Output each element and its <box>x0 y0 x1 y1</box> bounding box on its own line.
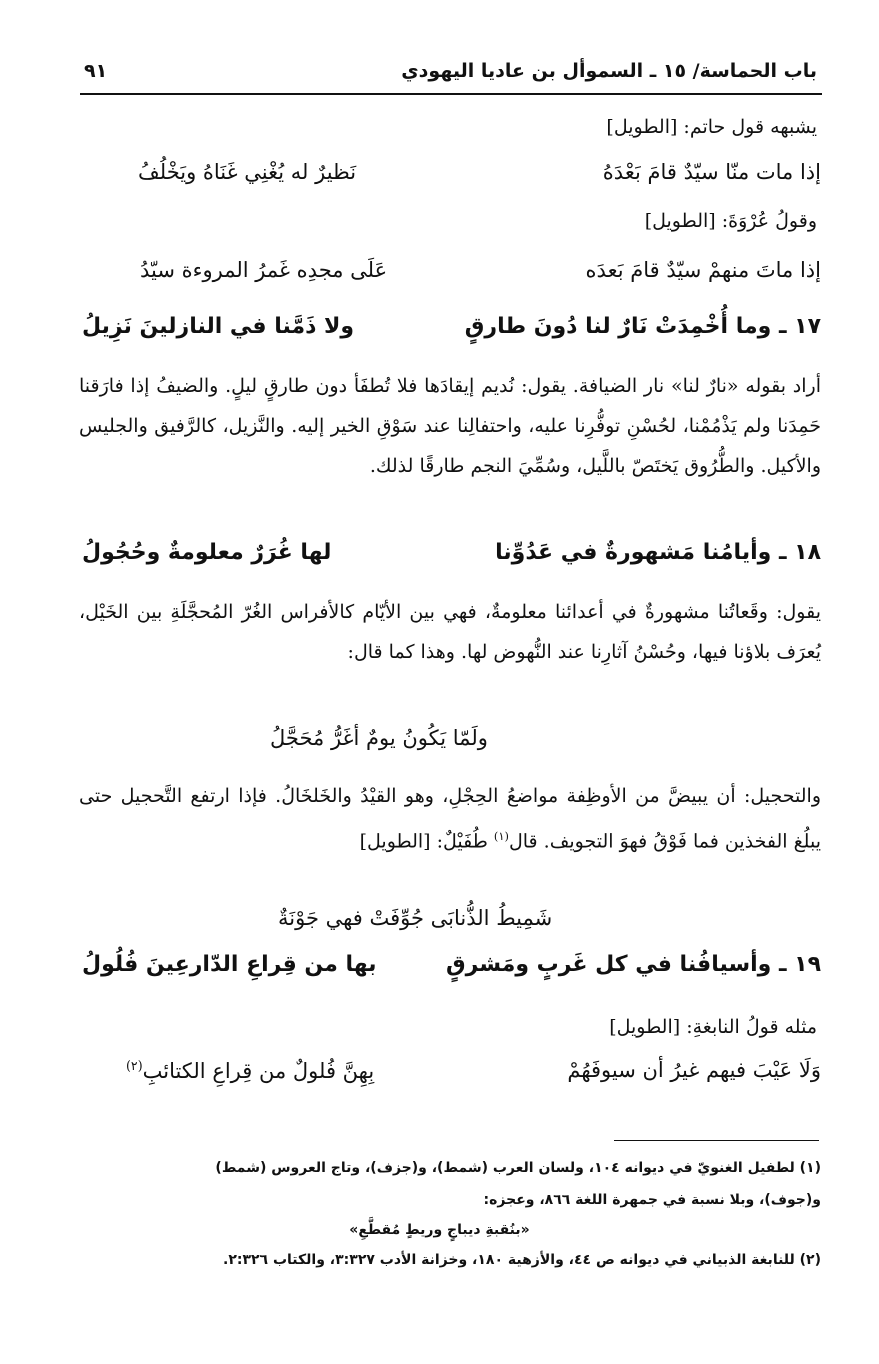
intro-urwa: وقولُ عُرْوَةَ: [الطويل] <box>644 210 817 232</box>
commentary-tahjil-poet: طُفَيْلٌ: [الطويل] <box>359 830 494 853</box>
intro-hatim: يشبهه قول حاتم: [الطويل] <box>606 116 817 138</box>
page-number: ٩١ <box>84 60 108 82</box>
verse-17-first-hemistich: ١٧ ـ وما أُخْمِدَتْ نَارٌ لنا دُونَ طارقٍ <box>464 314 821 339</box>
footnote-ref-2[interactable]: (٢) <box>126 1058 143 1073</box>
quoted-hemistich-2: شَمِيطُ الذُّنابَى جُوِّفَتْ فهي جَوْنَةٌ <box>278 906 553 930</box>
footnote-1-line-2: و(جوف)، وبلا نسبة في جمهرة اللغة ٨٦٦، وعجزه: <box>483 1192 821 1208</box>
verse-nabigha-second-hemistich <box>126 1058 374 1083</box>
running-header-title: باب الحماسة/ ١٥ ـ السموأل بن عاديا اليهودي <box>401 60 817 82</box>
commentary-17: أراد بقوله «نارٌ لنا» نار الضيافة. يقول: نُديم إيقادَها فلا تُطفَأ دون طارقٍ ليلٍ. والضيفُ إذا فارَقنا حَمِدَنا ولم يَذْمُمْنا، لحُسْنِ توفُّرِنا عليه، واحتفالِنا عند سَوْقِ الخير إليه. والنَّزيل، كالرَّفيق والجليس والأكيل. والطُّرُوق يَختَصّ باللَّيل، وسُمِّيَ النجم طارقًا لذلك. <box>79 375 821 477</box>
verse-18-second-hemistich: لها غُرَرٌ معلومةٌ وحُجُولُ <box>82 540 332 565</box>
verse-hatim-second-hemistich: نَظيرٌ له يُغْنِي غَنَاهُ ويَخْلُفُ <box>138 160 357 184</box>
verse-urwa-first-hemistich: إذا ماتَ منهمْ سيّدٌ قامَ بَعدَه <box>585 258 821 282</box>
footnote-ref-1[interactable]: (١) <box>493 829 509 843</box>
verse-19-second-hemistich: بها من قِراعِ الدّارعِينَ فُلُولُ <box>82 952 377 977</box>
verse-18-first-hemistich: ١٨ ـ وأيامُنا مَشهورةٌ في عَدُوِّنا <box>495 540 821 565</box>
footnote-1-line-1: (١) لطفيل الغنويّ في ديوانه ١٠٤، ولسان العرب (شمط)، و(جزف)، وتاج العروس (شمط) <box>215 1160 821 1176</box>
footnote-1-hemistich: «بنُقبةِ ديباجٍ وريطٍ مُقطَّعِ» <box>349 1222 530 1238</box>
verse-urwa-second-hemistich: عَلَى مجدِه غَمرُ المروءة سيّدُ <box>140 258 388 282</box>
commentary-18: يقول: وقَعاتُنا مشهورةٌ في أعدائنا معلومةٌ، فهي بين الأيّام كالأفراس الغُرّ المُحجَّلَةِ بين الخَيْل، يُعرَف بلاؤنا فيها، وحُسْنُ آثارِنا عند النُّهوض لها. وهذا كما قال: <box>79 601 821 663</box>
commentary-tahjil-text: والتحجيل: أن يبيضَّ من الأوظِفة مواضعُ الحِجْلِ، وهو القيْدُ والخَلخَالُ. فإذا ارتفع التَّحجيل حتى يبلُغ الفخذين فما فَوْقُ فهوَ التجويف. قال <box>79 785 821 853</box>
footnote-2: (٢) للنابغة الذبياني في ديوانه ص ٤٤، والأزهية ١٨٠، وخزانة الأدب ٣:٣٢٧، والكتاب ٢:٣٢٦. <box>223 1252 821 1268</box>
verse-nabigha-text: بِهِنَّ فُلولٌ من قِراعِ الكتائبِ <box>142 1059 375 1083</box>
verse-19-first-hemistich: ١٩ ـ وأسيافُنا في كل غَربٍ ومَشرقٍ <box>445 952 821 977</box>
commentary-tahjil <box>79 776 821 861</box>
header-rule <box>80 93 822 95</box>
intro-nabigha: مثله قولُ النابغةِ: [الطويل] <box>609 1016 817 1038</box>
verse-17-second-hemistich: ولا ذَمَّنا في النازلينَ نَزِيلُ <box>82 314 355 339</box>
verse-nabigha-first-hemistich: وَلَا عَيْبَ فيهم غيرُ أن سيوفَهُمْ <box>567 1058 821 1082</box>
verse-hatim-first-hemistich: إذا مات منّا سيّدٌ قامَ بَعْدَهُ <box>602 160 821 184</box>
quoted-hemistich-1: ولَمّا يَكُونُ يومٌ أغَرُّ مُحَجَّلُ <box>270 726 488 750</box>
footnote-rule <box>614 1140 819 1141</box>
